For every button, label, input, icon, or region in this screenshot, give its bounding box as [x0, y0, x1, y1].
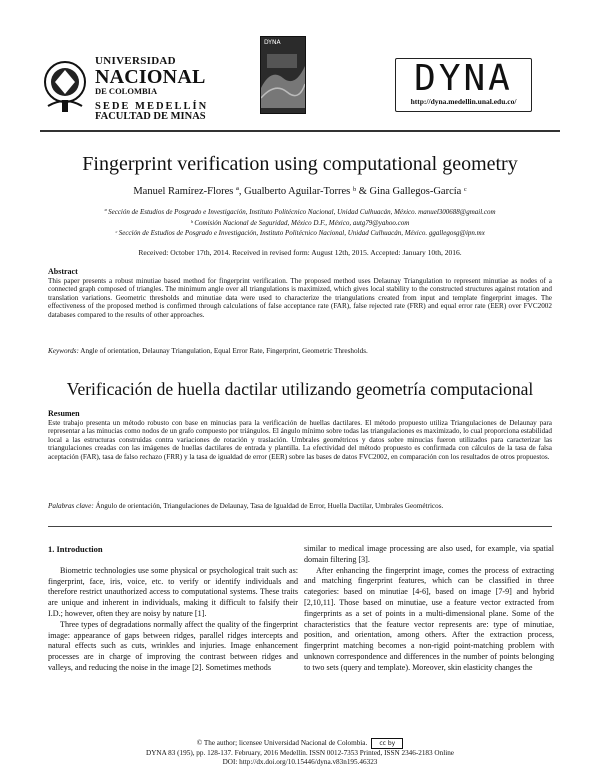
intro-paragraph-2: Three types of degradations normally affect the quality of the fingerprint image: appearance of gaps between ridges, parallel ridges intercepts and natural effects such as cuts, wrinkles and injuries. Image enhancement processes are in charge of improving the contrast between ridges and valleys, and reducing the noise in the image [2]. Sometimes methods	[48, 619, 298, 672]
introduction-heading: 1. Introduction	[48, 544, 103, 554]
creative-commons-icon[interactable]: cc by	[371, 738, 403, 749]
author-list: Manuel Ramírez-Flores ª, Gualberto Aguilar-Torres ᵇ & Gina Gallegos-García ᶜ	[133, 186, 467, 197]
section-divider	[48, 526, 552, 527]
journal-name: DYNA	[414, 58, 513, 99]
university-name	[95, 56, 208, 123]
doi-line[interactable]: DOI: http://dx.doi.org/10.15446/dyna.v83n195.46323	[222, 758, 378, 766]
right-column	[304, 544, 554, 674]
copyright-line	[40, 738, 560, 749]
header-divider	[40, 130, 560, 132]
faculty-name: FACULTAD DE MINAS	[95, 111, 206, 122]
resumen-text: Este trabajo presenta un método robusto con base en minucias para la verificación de huellas dactilares. El método propuesto utiliza Triangulaciones de Delaunay para representar a las minucias como nodos de un grafo compuesto por triángulos. El ángulo mínimo sobre todas las triangulaciones es maximizado, lo cual proporciona estabilidad local a las estructuras construidas contra variaciones de rotación y traslación. Umbrales geométricos y datos sobre minucias fueron utilizados para caracterizar las triangulaciones creadas con las imágenes de huellas dactilares de entrada y plantilla. La efectividad del método propuesto es confirmada con cálculos de la tasa de falsa aceptación (FAR), tasa de falso rechazo (FRR) y la tasa de igualdad de error (EER) sobre las bases de datos FVC2002, en comparación con los resultados de otros propuestos.	[48, 419, 552, 461]
campus-name: SEDE MEDELLÍN	[95, 100, 209, 112]
cover-artwork	[261, 48, 305, 108]
palabras-clave-list: Ángulo de orientación, Triangulaciones de Delaunay, Tasa de Igualdad de Error, Huella Dactilar, Umbrales Geométricos.	[93, 502, 444, 510]
resumen-heading: Resumen	[48, 409, 80, 418]
abstract-heading: Abstract	[48, 267, 78, 276]
journal-cover-image	[260, 36, 306, 114]
citation-line: DYNA 83 (195), pp. 128-137. February, 2016 Medellín. ISSN 0012-7353 Printed, ISSN 2346-2183 Online	[146, 749, 454, 757]
affiliation-c: ᶜ Sección de Estudios de Posgrado e Investigación, Instituto Politécnico Nacional, Unidad Culhuacán, México. ggallegosg@ipn.mx	[115, 229, 485, 237]
abstract-text: This paper presents a robust minutiae based method for fingerprint verification. The proposed method uses Delaunay Triangulation to represent minutiae as nodes of a connected graph composed of triangles. The minimum angle over all triangulations is maximized, which gives local stability to the constructed structures against rotation and translation variations. Geometric thresholds and minutiae data were used to characterize the triangulations created from input and template fingerprint images. The effectiveness of the proposed method is confirmed through calculations of false acceptance rate (FAR), false rejected rate (FRR) and equal error rate (EER) over FVC2002 databases compared to the results of other approaches.	[48, 277, 552, 319]
intro-paragraph-3: After enhancing the fingerprint image, comes the process of extracting and matching fingerprint features, which can be classified in three categories: based on minutiae [4-6], based on image [7-9] and hybrid [2,10,11]. Those based on minutiae, use a feature vector extracted from fingerprints as a set of points in a multi-dimensional plane. Some of the characteristics that the feature vector represents are: type of minutiae, position, and orientation, among others. After the extraction process, fingerprint matching becomes a non-rigid point-matching problem with unknown correspondence and differences in the number of points belonging to two sets (query and template). Moreover, skin elasticity changes the	[304, 565, 554, 672]
university-line1: UNIVERSIDAD	[95, 55, 176, 67]
intro-paragraph-1: Biometric technologies use some physical or psychological trait such as: fingerprint, face, iris, voice, etc. to verify or identify individuals and therefore restrict unauthorized access to computational systems. These traits are unique and inherent in individuals, making it difficult to falsify their I.D.; however, often they are noisy by nature [1].	[48, 565, 298, 618]
affiliation-b: ᵇ Comisión Nacional de Seguridad, México D.F., México, autg79@yahoo.com	[190, 219, 410, 227]
journal-logo-box	[395, 58, 532, 112]
copyright-text: © The author; licensee Universidad Nacional de Colombia.	[196, 739, 368, 748]
journal-url[interactable]: http://dyna.medellin.unal.edu.co/	[410, 97, 517, 106]
left-column	[48, 544, 298, 674]
abstract-keywords	[48, 347, 552, 356]
cover-label: DYNA	[264, 39, 281, 46]
university-line2: NACIONAL	[95, 66, 206, 88]
footer	[40, 738, 560, 767]
university-shield-logo	[40, 56, 90, 116]
keywords-list: Angle of orientation, Delaunay Triangulation, Equal Error Rate, Fingerprint, Geometric Thresholds.	[78, 347, 368, 355]
spanish-title: Verificación de huella dactilar utilizando geometría computacional	[66, 379, 534, 399]
intro-continued: similar to medical image processing are also used, for example, via spatial domain filtering [3].	[304, 544, 554, 564]
resumen-keywords	[48, 502, 552, 511]
received-dates: Received: October 17th, 2014. Received in revised form: August 12th, 2015. Accepted: January 10th, 2016.	[138, 248, 462, 257]
paper-title: Fingerprint verification using computational geometry	[82, 153, 518, 175]
affiliation-a: ª Sección de Estudios de Posgrado e Investigación, Instituto Politécnico Nacional, Unidad Culhuacán, México. manuel300688@gmail.com	[104, 208, 496, 216]
keywords-label: Keywords:	[48, 347, 79, 355]
palabras-clave-label: Palabras clave:	[48, 502, 94, 510]
university-line3: DE COLOMBIA	[95, 86, 158, 96]
